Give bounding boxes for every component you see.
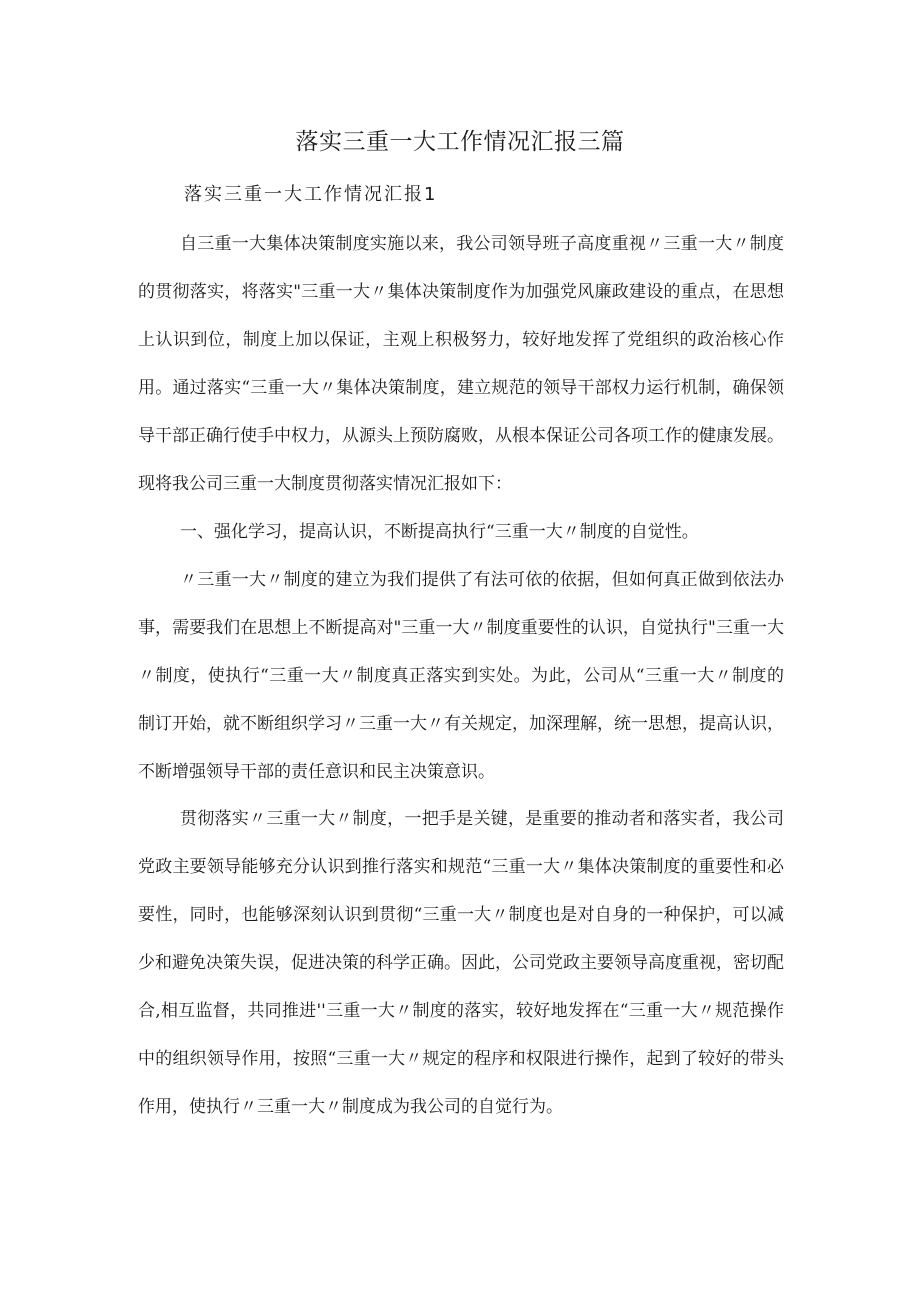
body-paragraph-point-one: 一、强化学习，提高认识，不断提高执行“三重一大〃制度的自觉性。: [180, 522, 699, 542]
body-paragraph-leadership: 贯彻落实〃三重一大〃制度，一把手是关键，是重要的推动者和落实者，我公司党政主要领导能够充分认识到推行落实和规范“三重一大〃集体决策制度的重要性和必要性，同时，也能够深刻认识到贯彻“三重一大〃制度也是对自身的一种保护，可以减少和避免决策失误，促进决策的科学正确。因此，公司党政主要领导高度重视，密切配合,相互监督，共同推进''三重一大〃制度的落实，较好地发挥在“三重一大〃规范操作中的组织领导作用，按照“三重一大〃规定的程序和权限进行操作，起到了较好的带头作用，使执行〃三重一大〃制度成为我公司的自觉行为。: [138, 809, 784, 1117]
section-heading: 落实三重一大工作情况汇报1: [184, 184, 438, 205]
body-paragraph-intro: 自三重一大集体决策制度实施以来，我公司领导班子高度重视〃三重一大〃制度的贯彻落实，将落实"三重一大〃集体决策制度作为加强党风廉政建设的重点，在思想上认识到位，制度上加以保证，主观上积极努力，较好地发挥了党组织的政治核心作用。通过落实“三重一大〃集体决策制度，建立规范的领导干部权力运行机制，确保领导干部正确行使手中权力，从源头上预防腐败，从根本保证公司各项工作的健康发展。现将我公司三重一大制度贯彻落实情况汇报如下：: [138, 234, 784, 494]
document-title: 落实三重一大工作情况汇报三篇: [295, 129, 625, 155]
body-paragraph-study: 〃三重一大〃制度的建立为我们提供了有法可依的依据，但如何真正做到依法办事，需要我们在思想上不断提高对"三重一大〃制度重要性的认识，自觉执行"三重一大〃制度，使执行“三重一大〃制度真正落实到实处。为此，公司从“三重一大〃制度的制订开始，就不断组织学习〃三重一大〃有关规定，加深理解，统一思想，提高认识，不断增强领导干部的责任意识和民主决策意识。: [138, 570, 784, 782]
